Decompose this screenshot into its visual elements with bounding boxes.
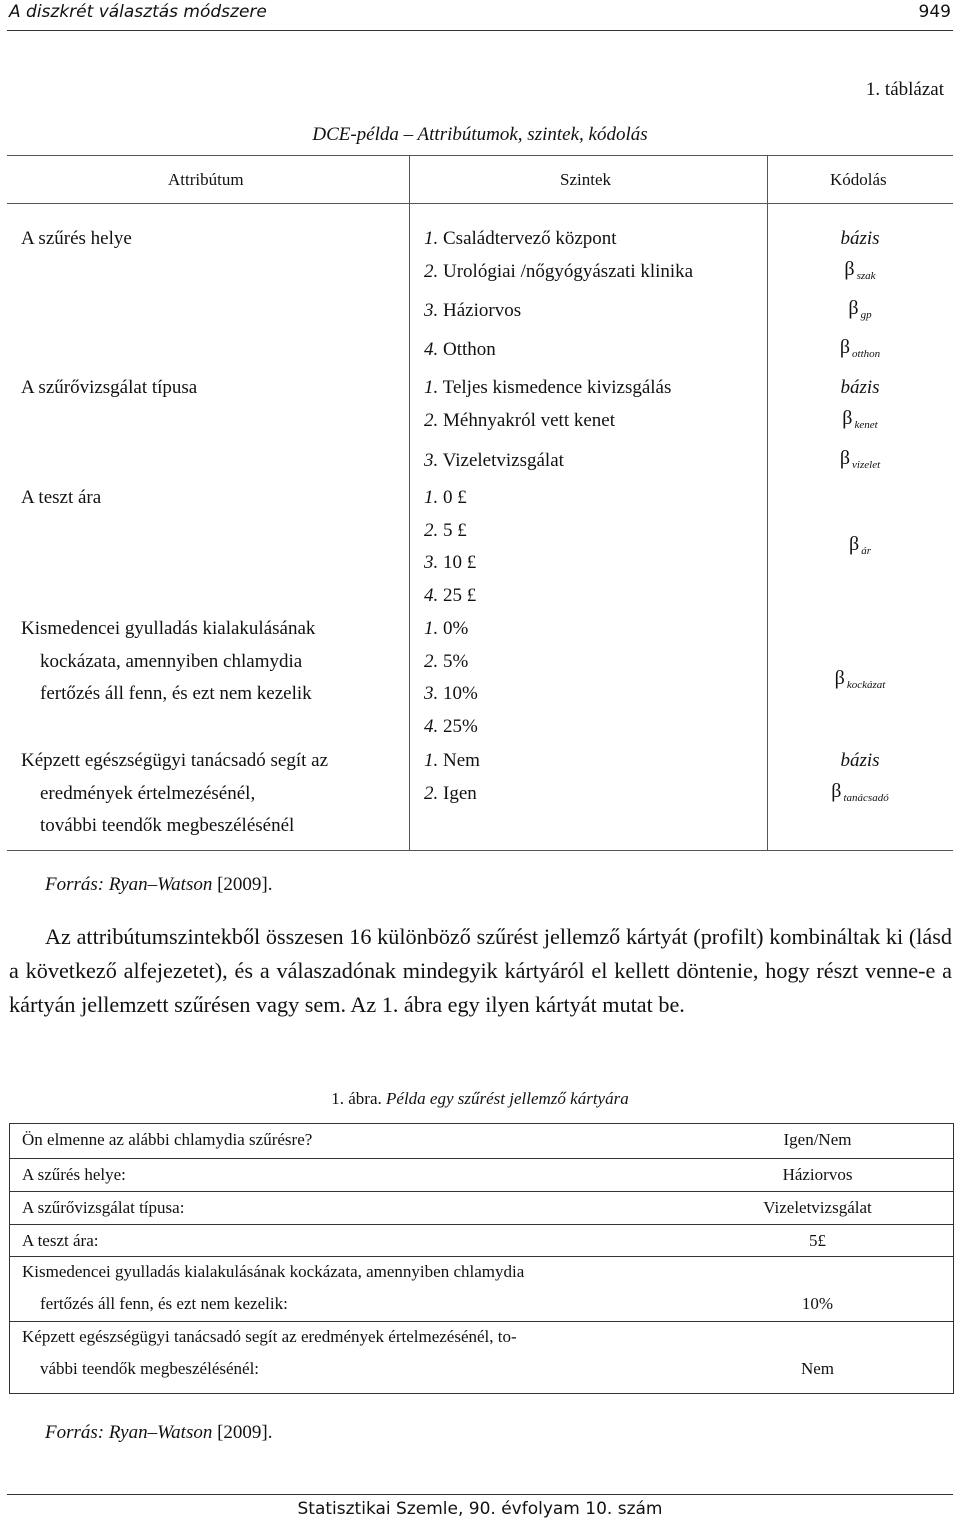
attribute-label: Képzett egészségügyi tanácsadó segít az xyxy=(21,750,329,771)
level-item xyxy=(424,750,480,772)
source-author1: : Ryan xyxy=(97,874,148,895)
coding-beta: β $_{kockázat}$ xyxy=(834,667,886,691)
level-item xyxy=(424,552,476,574)
card-question-line1: Kismedencei gyulladás kialakulásának kockázata, amennyiben chlamydia xyxy=(22,1262,525,1281)
attribute-label: fertőzés áll fenn, és ezt nem kezelik xyxy=(40,683,312,704)
level-item xyxy=(424,783,477,805)
attribute-label: A szűrővizsgálat típusa xyxy=(21,377,198,398)
header-rule xyxy=(7,30,953,31)
coding-base: bázis xyxy=(840,228,880,249)
fig-source-author2: Watson xyxy=(157,1422,213,1443)
coding-beta: β $_{kenet}$ xyxy=(842,407,878,431)
level-text: Igen xyxy=(443,783,477,804)
coding-base: bázis xyxy=(840,377,880,398)
level-number: 3. xyxy=(424,552,439,573)
beta-subscript: gp xyxy=(860,309,872,321)
level-item xyxy=(424,450,564,472)
level-text: Urológiai /nőgyógyászati klinika xyxy=(443,261,694,282)
attribute-label: eredmények értelmezésénél, xyxy=(40,783,256,804)
level-number: 2. xyxy=(424,520,439,541)
profile-card xyxy=(9,1123,954,1394)
level-item xyxy=(424,585,476,607)
level-text: Családtervező központ xyxy=(443,228,617,249)
level-item xyxy=(424,300,521,322)
attribute-label: A szűrés helye xyxy=(21,228,132,249)
card-question: Ön elmenne az alábbi chlamydia szűrésre? xyxy=(22,1130,313,1149)
source-year: [2009]. xyxy=(212,874,273,895)
beta-subscript: kenet xyxy=(854,419,878,431)
running-header-title: A diszkrét választás módszere xyxy=(9,2,267,22)
coding-base: bázis xyxy=(840,750,880,771)
card-answer: Vizeletvizsgálat xyxy=(763,1198,872,1217)
level-text: 5 £ xyxy=(443,520,467,541)
card-row-divider xyxy=(9,1224,954,1225)
card-question-line2: fertőzés áll fenn, és ezt nem kezelik: xyxy=(40,1294,288,1313)
level-number: 3. xyxy=(424,450,439,471)
coding-beta: β $_{gp}$ xyxy=(848,297,872,321)
beta-subscript: vizelet xyxy=(852,459,881,471)
table-header-rule xyxy=(7,203,953,204)
card-question: A szűrővizsgálat típusa: xyxy=(22,1198,185,1217)
level-text: 0 £ xyxy=(443,487,467,508)
level-text: 10 £ xyxy=(443,552,477,573)
table-bottom-rule xyxy=(7,850,953,851)
attribute-label: A teszt ára xyxy=(21,487,102,508)
level-item xyxy=(424,261,693,283)
level-item xyxy=(424,487,467,509)
level-number: 4. xyxy=(424,339,439,360)
level-text: 10% xyxy=(443,683,478,704)
body-paragraph: Az attribútumszintekből összesen 16 különböző szűrést jellemző kártyát (profilt) kombináltak ki (lásd a következő alfejezetet), és a válaszadónak mindegyik kártyáról el kellett döntenie, hogy részt venne-e a kártyán jellemzett szűrésen vagy sem. Az 1. ábra egy ilyen kártyát mutat be. xyxy=(9,924,952,1017)
table-vline-1 xyxy=(409,155,410,851)
coding-beta: β $_{tanácsadó}$ xyxy=(831,780,889,804)
level-number: 2. xyxy=(424,783,439,804)
level-number: 2. xyxy=(424,410,439,431)
coding-beta: β $_{ár}$ xyxy=(849,533,871,557)
level-number: 4. xyxy=(424,716,439,737)
page-footer: Statisztikai Szemle, 90. évfolyam 10. szám xyxy=(297,1499,663,1519)
attribute-label: Kismedencei gyulladás kialakulásának xyxy=(21,618,316,639)
col-header-attribute: Attribútum xyxy=(168,170,244,189)
card-answer: Nem xyxy=(800,1359,835,1378)
level-text: Otthon xyxy=(443,339,496,360)
card-answer: 10% xyxy=(801,1294,834,1313)
beta-subscript: ár xyxy=(861,545,871,557)
card-question-line2: vábbi teendők megbeszélésénél: xyxy=(40,1359,260,1378)
level-item xyxy=(424,410,615,432)
fig-source-label: Forrás xyxy=(45,1422,98,1443)
level-item xyxy=(424,651,468,673)
beta-subscript: szak xyxy=(856,270,876,282)
figure-caption-text: Példa egy szűrést jellemző kártyára xyxy=(386,1089,629,1108)
beta-subscript: tanácsadó xyxy=(843,792,889,804)
level-number: 1. xyxy=(424,750,439,771)
col-header-levels: Szintek xyxy=(560,170,611,189)
attribute-label: további teendők megbeszélésénél xyxy=(40,815,295,836)
beta-subscript: otthon xyxy=(852,348,881,360)
level-number: 1. xyxy=(424,487,439,508)
card-question-line1: Képzett egészségügyi tanácsadó segít az eredmények értelmezésénél, to- xyxy=(22,1327,517,1346)
table-source xyxy=(45,874,273,896)
level-item xyxy=(424,520,467,542)
card-question: A szűrés helye: xyxy=(22,1165,126,1184)
source-label: Forrás xyxy=(45,874,98,895)
card-answer: Háziorvos xyxy=(782,1165,853,1184)
coding-beta: β $_{vizelet}$ xyxy=(839,447,881,471)
level-item xyxy=(424,228,617,250)
figure-label: 1. ábra. xyxy=(331,1089,382,1108)
card-answer: 5£ xyxy=(809,1231,826,1250)
level-number: 2. xyxy=(424,651,439,672)
level-item xyxy=(424,683,478,705)
fig-source-year: [2009]. xyxy=(212,1422,273,1443)
source-author2: Watson xyxy=(157,874,213,895)
attribute-label: kockázata, amennyiben chlamydia xyxy=(40,651,303,672)
level-text: Háziorvos xyxy=(443,300,522,321)
level-text: 0% xyxy=(443,618,469,639)
card-row-divider xyxy=(9,1256,954,1257)
figure-source xyxy=(45,1422,273,1444)
page-number: 949 xyxy=(918,2,951,22)
level-item xyxy=(424,339,496,361)
table-label: 1. táblázat xyxy=(865,79,944,100)
level-text: 25% xyxy=(443,716,478,737)
figure-caption xyxy=(0,1089,960,1109)
fig-source-dash: – xyxy=(147,1422,158,1443)
level-text: Nem xyxy=(443,750,480,771)
level-number: 1. xyxy=(424,377,439,398)
card-row-divider xyxy=(9,1321,954,1322)
level-text: Vizeletvizsgálat xyxy=(442,450,564,471)
level-number: 1. xyxy=(424,228,439,249)
level-number: 1. xyxy=(424,618,439,639)
level-item xyxy=(424,377,671,399)
col-header-coding: Kódolás xyxy=(830,170,887,189)
card-row-divider xyxy=(9,1158,954,1159)
beta-subscript: kockázat xyxy=(846,679,886,691)
source-dash: – xyxy=(147,874,158,895)
footer-rule xyxy=(7,1494,953,1495)
level-number: 3. xyxy=(424,300,439,321)
table-title: DCE-példa – Attribútumok, szintek, kódolás xyxy=(312,124,648,145)
level-text: Teljes kismedence kivizsgálás xyxy=(442,377,672,398)
level-item xyxy=(424,618,468,640)
level-number: 3. xyxy=(424,683,439,704)
card-question: A teszt ára: xyxy=(22,1231,99,1250)
level-item xyxy=(424,716,478,738)
card-answer: Igen/Nem xyxy=(783,1130,852,1149)
level-text: 25 £ xyxy=(443,585,477,606)
card-row-divider xyxy=(9,1191,954,1192)
table-top-rule xyxy=(7,155,953,156)
coding-beta: β $_{szak}$ xyxy=(844,258,876,282)
level-text: Méhnyakról vett kenet xyxy=(443,410,616,431)
fig-source-author1: : Ryan xyxy=(97,1422,148,1443)
level-number: 4. xyxy=(424,585,439,606)
level-number: 2. xyxy=(424,261,439,282)
coding-beta: β $_{otthon}$ xyxy=(839,336,881,360)
level-text: 5% xyxy=(443,651,469,672)
